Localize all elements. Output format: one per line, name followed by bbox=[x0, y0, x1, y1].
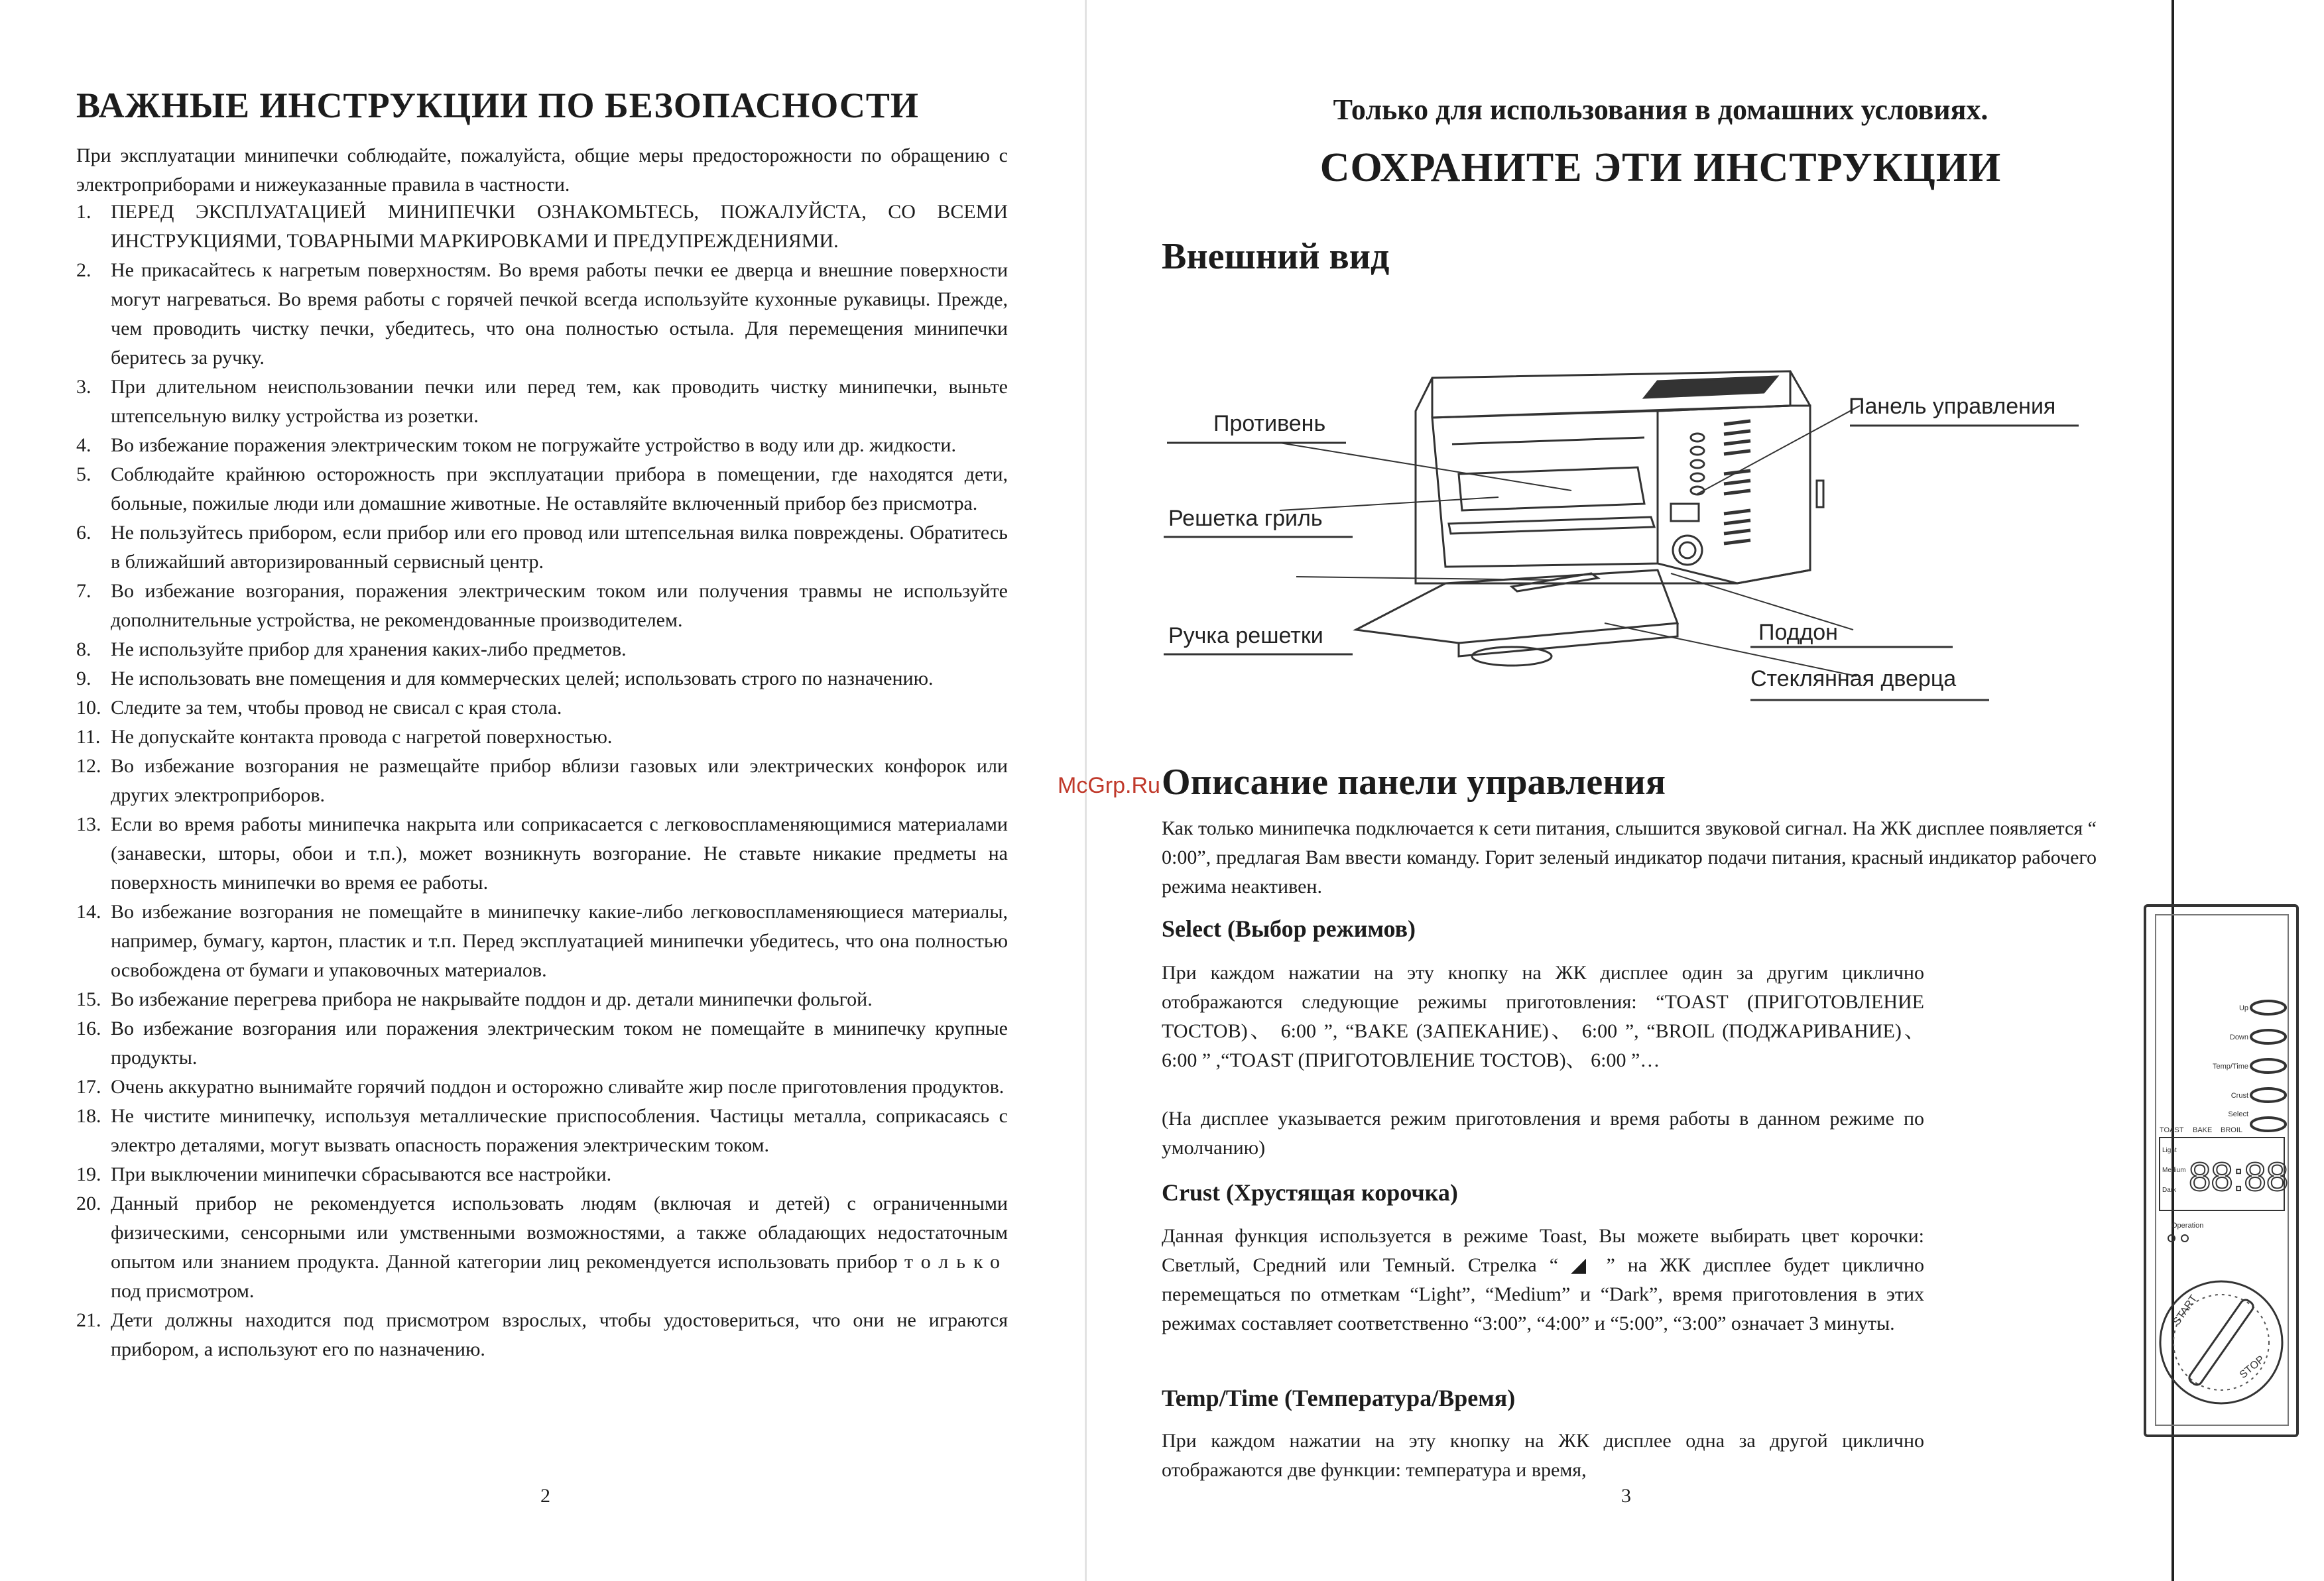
rule-number: 14. bbox=[76, 901, 101, 923]
rule-number: 9. bbox=[76, 668, 92, 689]
safety-title: ВАЖНЫЕ ИНСТРУКЦИИ ПО БЕЗОПАСНОСТИ bbox=[76, 86, 919, 125]
operation-label: Operation bbox=[2171, 1222, 2204, 1230]
safety-rule-item bbox=[76, 373, 1008, 431]
label-glass-door: Стеклянная дверца bbox=[1750, 666, 1957, 691]
btn-label-up: Up bbox=[2238, 1004, 2248, 1012]
crust-button-shape bbox=[2251, 1088, 2286, 1102]
rule-text: Во избежание поражения электрическим током не погружайте устройство в воду или др. жидкости. bbox=[111, 434, 956, 456]
temptime-title: Temp/Time (Температура/Время) bbox=[1162, 1385, 1516, 1411]
timer-dial bbox=[2160, 1281, 2282, 1403]
panel-heading: Описание панели управления bbox=[1162, 762, 1666, 803]
crust-light: Light bbox=[2162, 1147, 2177, 1154]
safety-rule-item bbox=[76, 1073, 1008, 1102]
rule-text: Не пользуйтесь прибором, если прибор или его провод или штепсельная вилка повреждены. Обратитесь в ближайший авторизированный сервисный центр. bbox=[111, 522, 1008, 573]
safety-rule-item bbox=[76, 693, 1008, 723]
btn-label-temp-time: Temp/Time bbox=[2213, 1063, 2248, 1071]
rule-text: Во избежание перегрева прибора не накрывайте поддон и др. детали минипечки фольгой. bbox=[111, 988, 873, 1010]
left-page bbox=[0, 0, 1087, 1581]
rule-text: Не использовать вне помещения и для коммерческих целей; использовать строго по назначению. bbox=[111, 668, 934, 689]
mode-bake: BAKE bbox=[2193, 1126, 2213, 1134]
safety-rules-list bbox=[76, 198, 1008, 1364]
rule-text: При длительном неиспользовании печки или перед тем, как проводить чистку минипечки, выньте штепсельную вилку устройства из розетки. bbox=[111, 376, 1008, 427]
rule-text: Соблюдайте крайнюю осторожность при эксплуатации прибора в помещении, где находятся дети, больные, пожилые люди или домашние животные. Не оставляйте включенный прибор без присмотра. bbox=[111, 463, 1008, 514]
rule-number: 21. bbox=[76, 1309, 101, 1331]
safety-rule-item bbox=[76, 518, 1008, 577]
rule-text: Не используйте прибор для хранения каких-либо предметов. bbox=[111, 638, 627, 660]
home-use-note: Только для использования в домашних условиях. bbox=[1333, 93, 1988, 126]
rule-number: 18. bbox=[76, 1105, 101, 1127]
oven-drawing bbox=[1356, 371, 1823, 666]
safety-rule-item bbox=[76, 985, 1008, 1014]
label-grill-rack: Решетка гриль bbox=[1168, 506, 1323, 531]
rule-number: 19. bbox=[76, 1163, 101, 1185]
rule-number: 1. bbox=[76, 201, 92, 223]
rule-text: Дети должны находится под присмотром взрослых, чтобы удостовериться, что они не играются прибором, а используют его по назначению. bbox=[111, 1309, 1008, 1360]
page-number: 3 bbox=[1621, 1485, 1631, 1507]
btn-label-crust: Crust bbox=[2231, 1092, 2248, 1100]
rule-number: 16. bbox=[76, 1018, 101, 1039]
crust-text: Данная функция используется в режиме Toast, Вы можете выбирать цвет корочки: Светлый, Средний или Темный. Стрелка “ ◢ ” на ЖК дисплее будет циклично перемещаться по отметкам “Light”, “Medium” и “Dark”, время приготовления в этих режимах составляет соответственно “3:00”, “4:00” и “5:00”, “3:00” означает 3 минуты. bbox=[1162, 1225, 1924, 1334]
temptime-text: При каждом нажатии на эту кнопку на ЖК дисплее одна за другой циклично отображаются две функции: температура и время, bbox=[1162, 1430, 1924, 1481]
select-text: При каждом нажатии на эту кнопку на ЖК дисплее один за другим циклично отображаются следующие режимы приготовления: “TOAST (ПРИГОТОВЛЕНИЕ ТОСТОВ)、 6:00 ”, “BAKE (ЗАПЕКАНИЕ)、 6:00 ”, “BROIL (ПОДЖАРИВАНИЕ)、 6:00 ” ,“TOAST (ПРИГОТОВЛЕНИЕ ТОСТОВ)、 6:00 ”… bbox=[1162, 962, 1924, 1071]
label-underlines bbox=[1164, 426, 2079, 700]
safety-rule-item bbox=[76, 198, 1008, 256]
select-note: (На дисплее указывается режим приготовления и время работы в данном режиме по умолчанию) bbox=[1162, 1108, 1924, 1159]
dial-stop: STOP bbox=[2237, 1354, 2267, 1381]
safety-rule-item bbox=[76, 1160, 1008, 1189]
rule-number: 2. bbox=[76, 259, 92, 281]
safety-rule-item bbox=[76, 752, 1008, 810]
rule-text: Следите за тем, чтобы провод не свисал с края стола. bbox=[111, 697, 562, 719]
safety-intro: При эксплуатации минипечки соблюдайте, пожалуйста, общие меры предосторожности по обращению с электроприборами и нижеуказанные правила в частности. bbox=[76, 145, 1008, 196]
safety-rule-item bbox=[76, 898, 1008, 985]
select-title: Select (Выбор режимов) bbox=[1162, 915, 1416, 942]
rule-number: 13. bbox=[76, 813, 101, 835]
rule-number: 3. bbox=[76, 376, 92, 398]
right-page bbox=[1058, 0, 2289, 1581]
rule-number: 11. bbox=[76, 726, 101, 748]
rule-number: 10. bbox=[76, 697, 101, 719]
panel-buttons bbox=[2251, 1001, 2286, 1131]
rule-text: Во избежание возгорания или поражения электрическим током не помещайте в минипечку крупные продукты. bbox=[111, 1018, 1008, 1069]
btn-label-down: Down bbox=[2229, 1033, 2248, 1041]
crust-title: Crust (Хрустящая корочка) bbox=[1162, 1179, 1458, 1206]
operation-indicator bbox=[2181, 1235, 2188, 1242]
temp-time-button-shape bbox=[2251, 1059, 2286, 1073]
safety-rule-item bbox=[76, 635, 1008, 664]
rule-text: Во избежание возгорания, поражения электрическим током или получения травмы не используйте дополнительные устройства, не рекомендованные производителем. bbox=[111, 580, 1008, 631]
safety-rule-item bbox=[76, 431, 1008, 460]
safety-rule-item bbox=[76, 1014, 1008, 1073]
rule-number: 7. bbox=[76, 580, 92, 602]
rule-text: Во избежание возгорания не размещайте прибор вблизи газовых или электрических конфорок или других электроприборов. bbox=[111, 755, 1008, 806]
safety-rule-item bbox=[76, 1189, 1008, 1306]
down-button-shape bbox=[2251, 1030, 2286, 1043]
rule-text: Не прикасайтесь к нагретым поверхностям. Во время работы печки ее дверца и внешние поверхности могут нагреваться. Во время работы с горячей печкой всегда используйте кухонные рукавицы. Прежде, чем проводить чистку печки, убедитесь, что она полностью остыла. Для перемещения минипечки беритесь за ручку. bbox=[111, 259, 1008, 369]
label-drip-pan: Поддон bbox=[1758, 620, 1838, 645]
exterior-heading: Внешний вид bbox=[1162, 236, 1390, 277]
power-indicator bbox=[2168, 1235, 2175, 1242]
rule-number: 8. bbox=[76, 638, 92, 660]
safety-rule-item bbox=[76, 460, 1008, 518]
rule-text: Если во время работы минипечка накрыта или соприкасается с легковоспламеняющимися материалами (занавески, шторы, обои и т.п.), может возникнуть возгорание. Не ставьте никакие предметы на поверхность минипечки во время ее работы. bbox=[111, 813, 1008, 894]
label-control-panel: Панель управления bbox=[1849, 394, 2056, 419]
rule-number: 5. bbox=[76, 463, 92, 485]
mode-broil: BROIL bbox=[2221, 1126, 2243, 1134]
rule-number: 4. bbox=[76, 434, 92, 456]
label-rack-handle: Ручка решетки bbox=[1168, 623, 1323, 648]
up-button-shape bbox=[2251, 1001, 2286, 1014]
label-tray: Противень bbox=[1213, 411, 1326, 436]
rule-text: Не допускайте контакта провода с нагретой поверхностью. bbox=[111, 726, 613, 748]
control-panel-figure bbox=[2138, 902, 2324, 1445]
btn-label-select: Select bbox=[2228, 1110, 2248, 1118]
lcd-digits: 88:88 bbox=[2189, 1155, 2289, 1199]
dial-start: START bbox=[2171, 1293, 2200, 1328]
safety-rule-item bbox=[76, 723, 1008, 752]
rule-text-after: под присмотром. bbox=[111, 1280, 255, 1302]
rule-text: Во избежание возгорания не помещайте в минипечку какие-либо легковоспламеняющиеся материалы, например, бумагу, картон, пластик и т.п. Перед эксплуатацией минипечки убедитесь, что она полностью освобождена от бумаги и упаковочных материалов. bbox=[111, 901, 1008, 981]
rule-text: При выключении минипечки сбрасываются все настройки. bbox=[111, 1163, 612, 1185]
safety-rule-item bbox=[76, 577, 1008, 635]
rule-text: Очень аккуратно вынимайте горячий поддон и осторожно сливайте жир после приготовления продуктов. bbox=[111, 1076, 1005, 1098]
safety-rule-item bbox=[76, 256, 1008, 373]
safety-rule-item bbox=[76, 664, 1008, 693]
select-button-shape bbox=[2251, 1118, 2286, 1131]
rule-text: Не чистите минипечку, используя металлические приспособления. Частицы металла, соприкасаясь с электро деталями, могут вызвать опасность поражения электрическим током. bbox=[111, 1105, 1008, 1156]
safety-rule-item bbox=[76, 810, 1008, 898]
crust-dark: Dark bbox=[2162, 1187, 2177, 1194]
save-instructions-heading: СОХРАНИТЕ ЭТИ ИНСТРУКЦИИ bbox=[1319, 145, 2002, 190]
rule-text: Данный прибор не рекомендуется использовать людям (включая и детей) с ограниченными физическими, сенсорными или умственными возможностями, а также обладающих недостаточным опытом или знанием продукта. Данной категории лиц рекомендуется использовать прибор bbox=[111, 1193, 1008, 1273]
rule-number: 15. bbox=[76, 988, 101, 1010]
rule-text: ПЕРЕД ЭКСПЛУАТАЦИЕЙ МИНИПЕЧКИ ОЗНАКОМЬТЕСЬ, ПОЖАЛУЙСТА, СО ВСЕМИ ИНСТРУКЦИЯМИ, ТОВАРНЫМИ МАРКИРОВКАМИ И ПРЕДУПРЕЖДЕНИЯМИ. bbox=[111, 201, 1008, 252]
crust-medium: Medium bbox=[2162, 1167, 2186, 1174]
rule-number: 12. bbox=[76, 755, 101, 777]
rule-number: 6. bbox=[76, 522, 92, 544]
rule-number: 17. bbox=[76, 1076, 101, 1098]
page-number: 2 bbox=[540, 1485, 550, 1507]
rule-emphasis: только bbox=[904, 1251, 1009, 1273]
panel-intro: Как только минипечка подключается к сети питания, слышится звуковой сигнал. На ЖК дисплее появляется “ 0:00”, предлагая Вам ввести команду. Горит зеленый индикатор подачи питания, красный индикатор рабочего режима неактивен. bbox=[1162, 817, 2097, 898]
rule-number: 20. bbox=[76, 1193, 101, 1214]
safety-rule-item bbox=[76, 1306, 1008, 1364]
watermark: McGrp.Ru bbox=[1058, 773, 1160, 798]
mode-toast: TOAST bbox=[2160, 1126, 2184, 1134]
safety-rule-item bbox=[76, 1102, 1008, 1160]
